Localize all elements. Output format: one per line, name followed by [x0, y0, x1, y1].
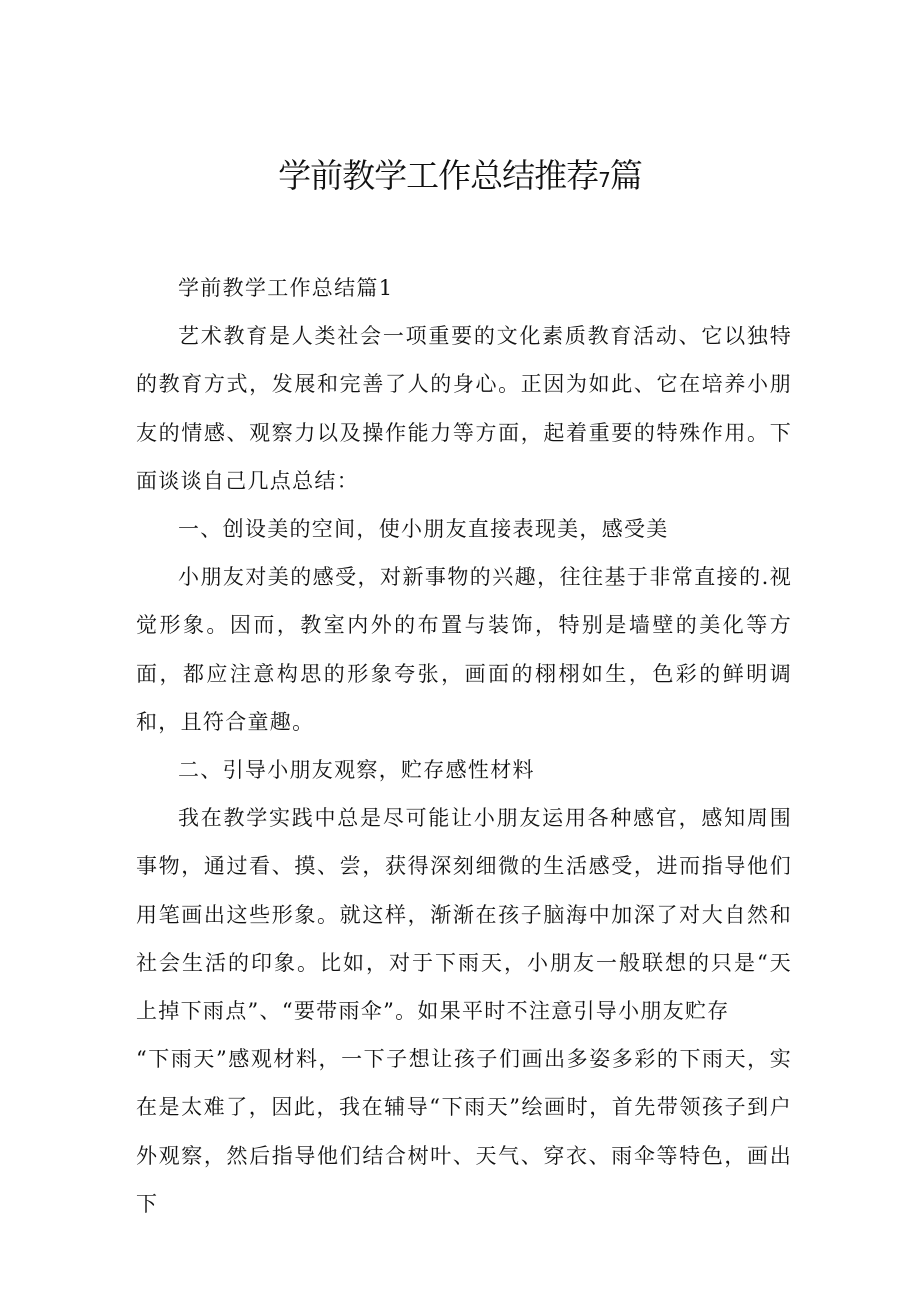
paragraph-2: 我在教学实践中总是尽可能让小朋友运用各种感官，感知周围事物，通过看、摸、尝，获得深刻细微的生活感受，进而指导他们用笔画出这些形象。就这样，渐渐在孩子脑海中加深了对大自然和社会生活的印象。比如，对于下雨天，小朋友一般联想的只是“天上掉下雨点”、“要带雨伞”。如果平时不注意引导小朋友贮存: [136, 806, 792, 1024]
subheading-1: 一、创设美的空间，使小朋友直接表现美，感受美: [178, 517, 669, 542]
document-title: [0, 148, 920, 208]
subheading-2: 二、引导小朋友观察，贮存感性材料: [178, 758, 535, 783]
title-main: 学前教学工作总结推荐: [278, 156, 599, 195]
paragraph-3: “下雨天”感观材料，一下子想让孩子们画出多姿多彩的下雨天，实在是太难了，因此，我在辅导“下雨天”绘画时，首先带领孩子到户外观察，然后指导他们结合树叶、天气、穿衣、雨伞等特色，画出下: [136, 1047, 792, 1216]
title-number: 7: [598, 168, 610, 192]
section-heading-1: 学前教学工作总结篇1: [178, 276, 394, 300]
title-suffix: 篇: [609, 156, 642, 195]
paragraph-1: 小朋友对美的感受，对新事物的兴趣，往往基于非常直接的.视觉形象。因而，教室内外的布置与装饰，特别是墙壁的美化等方面，都应注意构思的形象夸张，画面的栩栩如生，色彩的鲜明调和，且符合童趣。: [136, 565, 792, 734]
document-body: [136, 264, 792, 1228]
paragraph-intro: 艺术教育是人类社会一项重要的文化素质教育活动、它以独特的教育方式，发展和完善了人的身心。正因为如此、它在培养小朋友的情感、观察力以及操作能力等方面，起着重要的特殊作用。下面谈谈自己几点总结：: [136, 324, 792, 493]
